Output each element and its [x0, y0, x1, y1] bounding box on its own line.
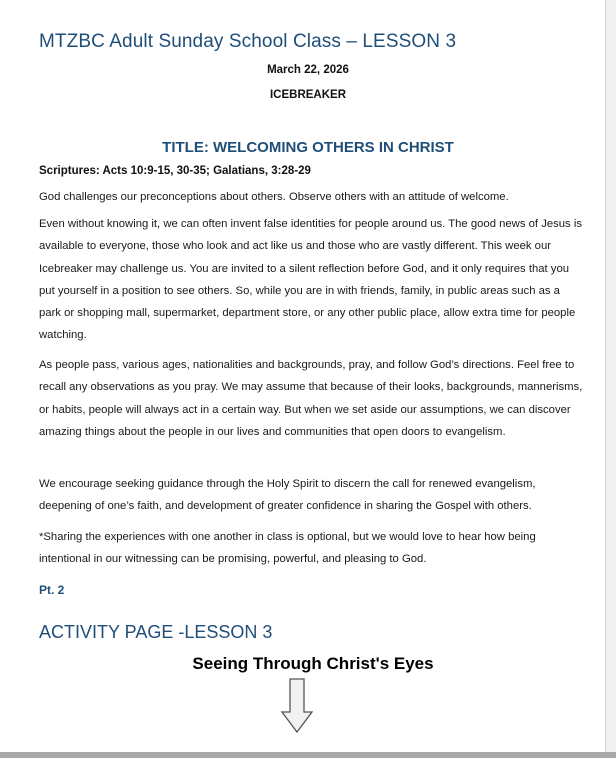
activity-subtitle: Seeing Through Christ's Eyes: [192, 654, 434, 673]
part-label: Pt. 2: [39, 583, 65, 597]
lesson-title: TITLE: WELCOMING OTHERS IN CHRIST: [162, 139, 454, 156]
activity-heading: ACTIVITY PAGE -LESSON 3: [39, 622, 273, 642]
paragraph-pray: As people pass, various ages, nationalities and backgrounds, pray, and follow God’s directions. Feel free to recall any observations as you pray. We may assume that because of their looks, backgrounds, mannerisms, or habits, people will always act in a certain way. But when we set aside our assumptions, we can discover amazing things about the people in our lives and communities that open doors to evangelism.: [39, 359, 583, 438]
page-bottom-edge: [0, 752, 616, 758]
paragraph-sharing-note: *Sharing the experiences with one another in class is optional, but we would love to hear how being intentional in our witnessing can be promising, powerful, and pleasing to God.: [39, 531, 536, 566]
paragraph-identities: Even without knowing it, we can often invent false identities for people around us. The good news of Jesus is available to everyone, those who look and act like us and those who are vastly different. This week our Icebreaker may challenge us. You are invited to a silent reflection before God, and it only requires that you put yourself in a position to see others. So, while you are in with friends, family, in public areas such as a park or shopping mall, supermarket, department store, or any other public place, allow extra time for people watching.: [39, 218, 582, 342]
down-arrow-icon: [280, 678, 314, 734]
scroll-gutter: [606, 0, 616, 752]
section-label: ICEBREAKER: [269, 89, 347, 101]
lesson-date: March 22, 2026: [267, 64, 349, 76]
lesson-heading: MTZBC Adult Sunday School Class – LESSON 3: [39, 31, 457, 52]
scripture-references: Scriptures: Acts 10:9-15, 30-35; Galatians, 3:28-29: [39, 165, 311, 177]
paragraph-guidance: We encourage seeking guidance through the Holy Spirit to discern the call for renewed evangelism, deepening of one’s faith, and development of greater confidence in sharing the Gospel with others.: [39, 478, 536, 513]
paragraph-intro: God challenges our preconceptions about others. Observe others with an attitude of welcome.: [39, 191, 509, 203]
